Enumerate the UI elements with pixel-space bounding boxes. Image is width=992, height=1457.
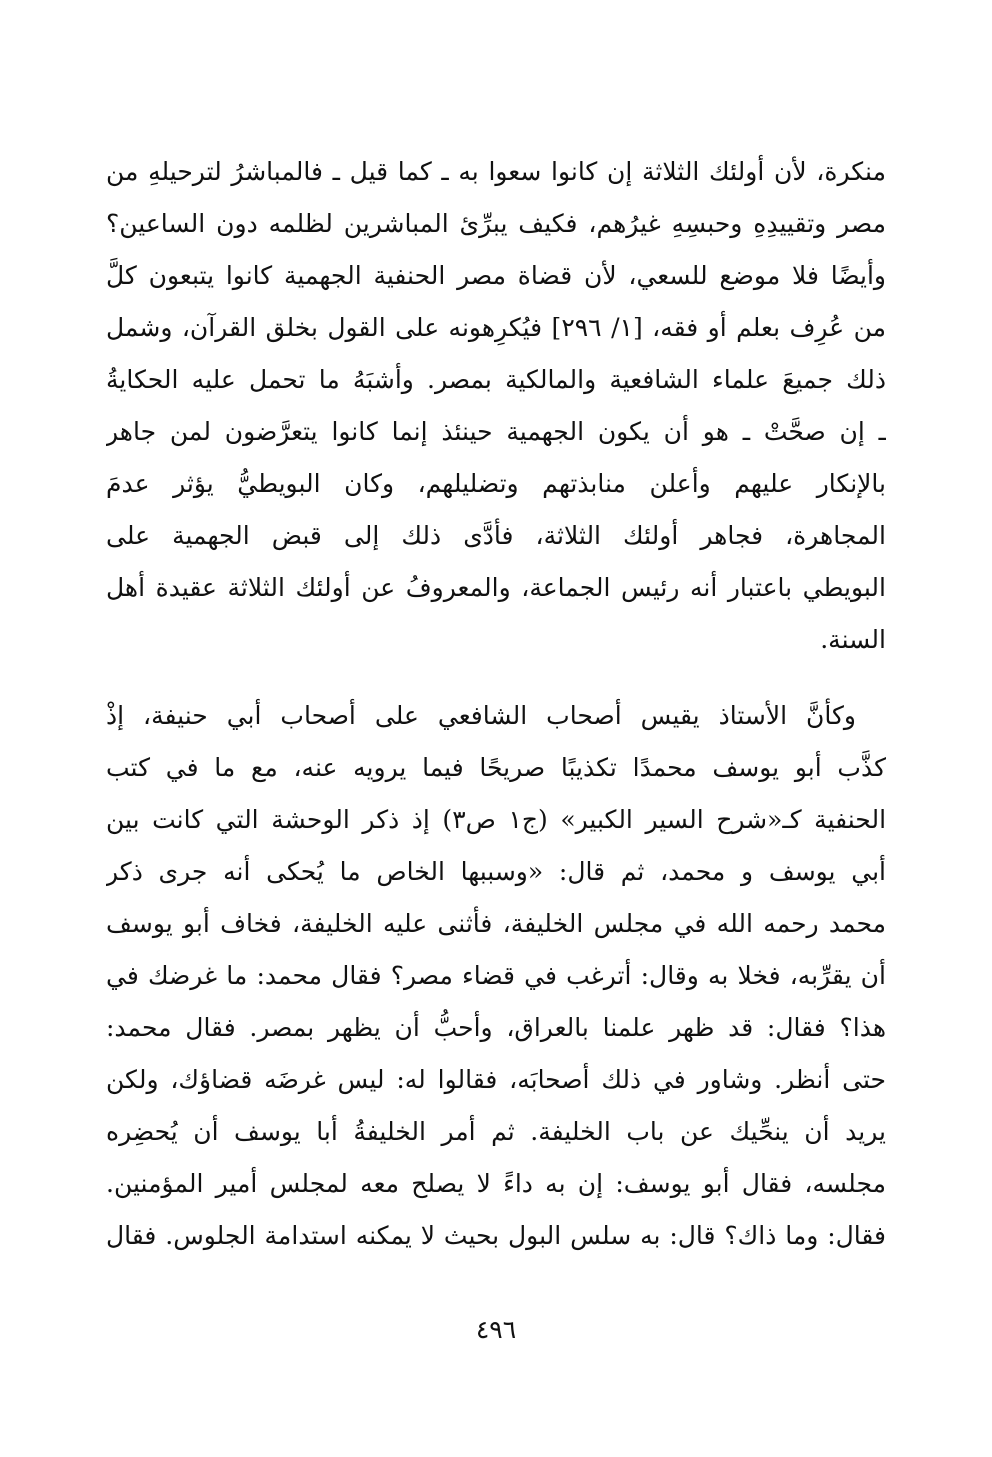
- text-line: حتى أنظر. وشاور في ذلك أصحابَه، فقالوا له: ليس غرضَه قضاؤك، ولكن: [106, 1065, 886, 1094]
- page-number: ٤٩٦: [475, 1315, 517, 1344]
- text-line: من عُرِف بعلم أو فقه، [١/ ٢٩٦] فيُكرِهونه على القول بخلق القرآن، وشمل: [106, 313, 886, 342]
- text-line: المجاهرة، فجاهر أولئك الثلاثة، فأدَّى ذلك إلى قبض الجهمية على: [106, 521, 886, 550]
- text-line: بالإنكار عليهم وأعلن منابذتهم وتضليلهم، وكان البويطيُّ يؤثر عدمَ: [106, 469, 886, 498]
- paragraph-1: [106, 146, 886, 666]
- text-line: البويطي باعتبار أنه رئيس الجماعة، والمعروفُ عن أولئك الثلاثة عقيدة أهل: [106, 573, 886, 602]
- text-line: ذلك جميعَ علماء الشافعية والمالكية بمصر. وأشبَهُ ما تحمل عليه الحكايةُ: [106, 365, 886, 394]
- text-line: ـ إن صحَّتْ ـ هو أن يكون الجهمية حينئذ إنما كانوا يتعرَّضون لمن جاهر: [106, 417, 886, 446]
- text-line: أن يقرِّبه، فخلا به وقال: أترغب في قضاء مصر؟ فقال محمد: ما غرضك في: [106, 961, 886, 990]
- text-line: محمد رحمه الله في مجلس الخليفة، فأثنى عليه الخليفة، فخاف أبو يوسف: [106, 909, 886, 938]
- text-line: الحنفية كـ«شرح السير الكبير» (ج١ ص٣) إذ ذكر الوحشة التي كانت بين: [106, 805, 886, 834]
- text-line: مجلسه، فقال أبو يوسف: إن به داءً لا يصلح معه لمجلس أمير المؤمنين.: [106, 1169, 886, 1198]
- text-line: فقال: وما ذاك؟ قال: به سلس البول بحيث لا يمكنه استدامة الجلوس. فقال: [106, 1221, 886, 1250]
- text-line: وكأنَّ الأستاذ يقيس أصحاب الشافعي على أصحاب أبي حنيفة، إذْ: [106, 701, 856, 730]
- text-line: هذا؟ فقال: قد ظهر علمنا بالعراق، وأحبُّ أن يظهر بمصر. فقال محمد:: [106, 1013, 886, 1042]
- paragraph-2: [106, 690, 886, 1262]
- text-line: منكرة، لأن أولئك الثلاثة إن كانوا سعوا به ـ كما قيل ـ فالمباشرُ لترحيلهِ من: [106, 157, 886, 186]
- text-line: السنة.: [820, 625, 886, 654]
- text-line: يريد أن ينحِّيك عن باب الخليفة. ثم أمر الخليفةُ أبا يوسف أن يُحضِره: [106, 1117, 886, 1146]
- text-line: مصر وتقييدِهِ وحبسِهِ غيرُهم، فكيف يبرِّئ المباشرين لظلمه دون الساعين؟: [106, 209, 886, 238]
- text-line: أبي يوسف و محمد، ثم قال: «وسببها الخاص ما يُحكى أنه جرى ذكر: [106, 857, 886, 886]
- text-line: وأيضًا فلا موضع للسعي، لأن قضاة مصر الحنفية الجهمية كانوا يتبعون كلَّ: [106, 261, 886, 290]
- text-line: كذَّب أبو يوسف محمدًا تكذيبًا صريحًا فيما يرويه عنه، مع ما في كتب: [106, 753, 886, 782]
